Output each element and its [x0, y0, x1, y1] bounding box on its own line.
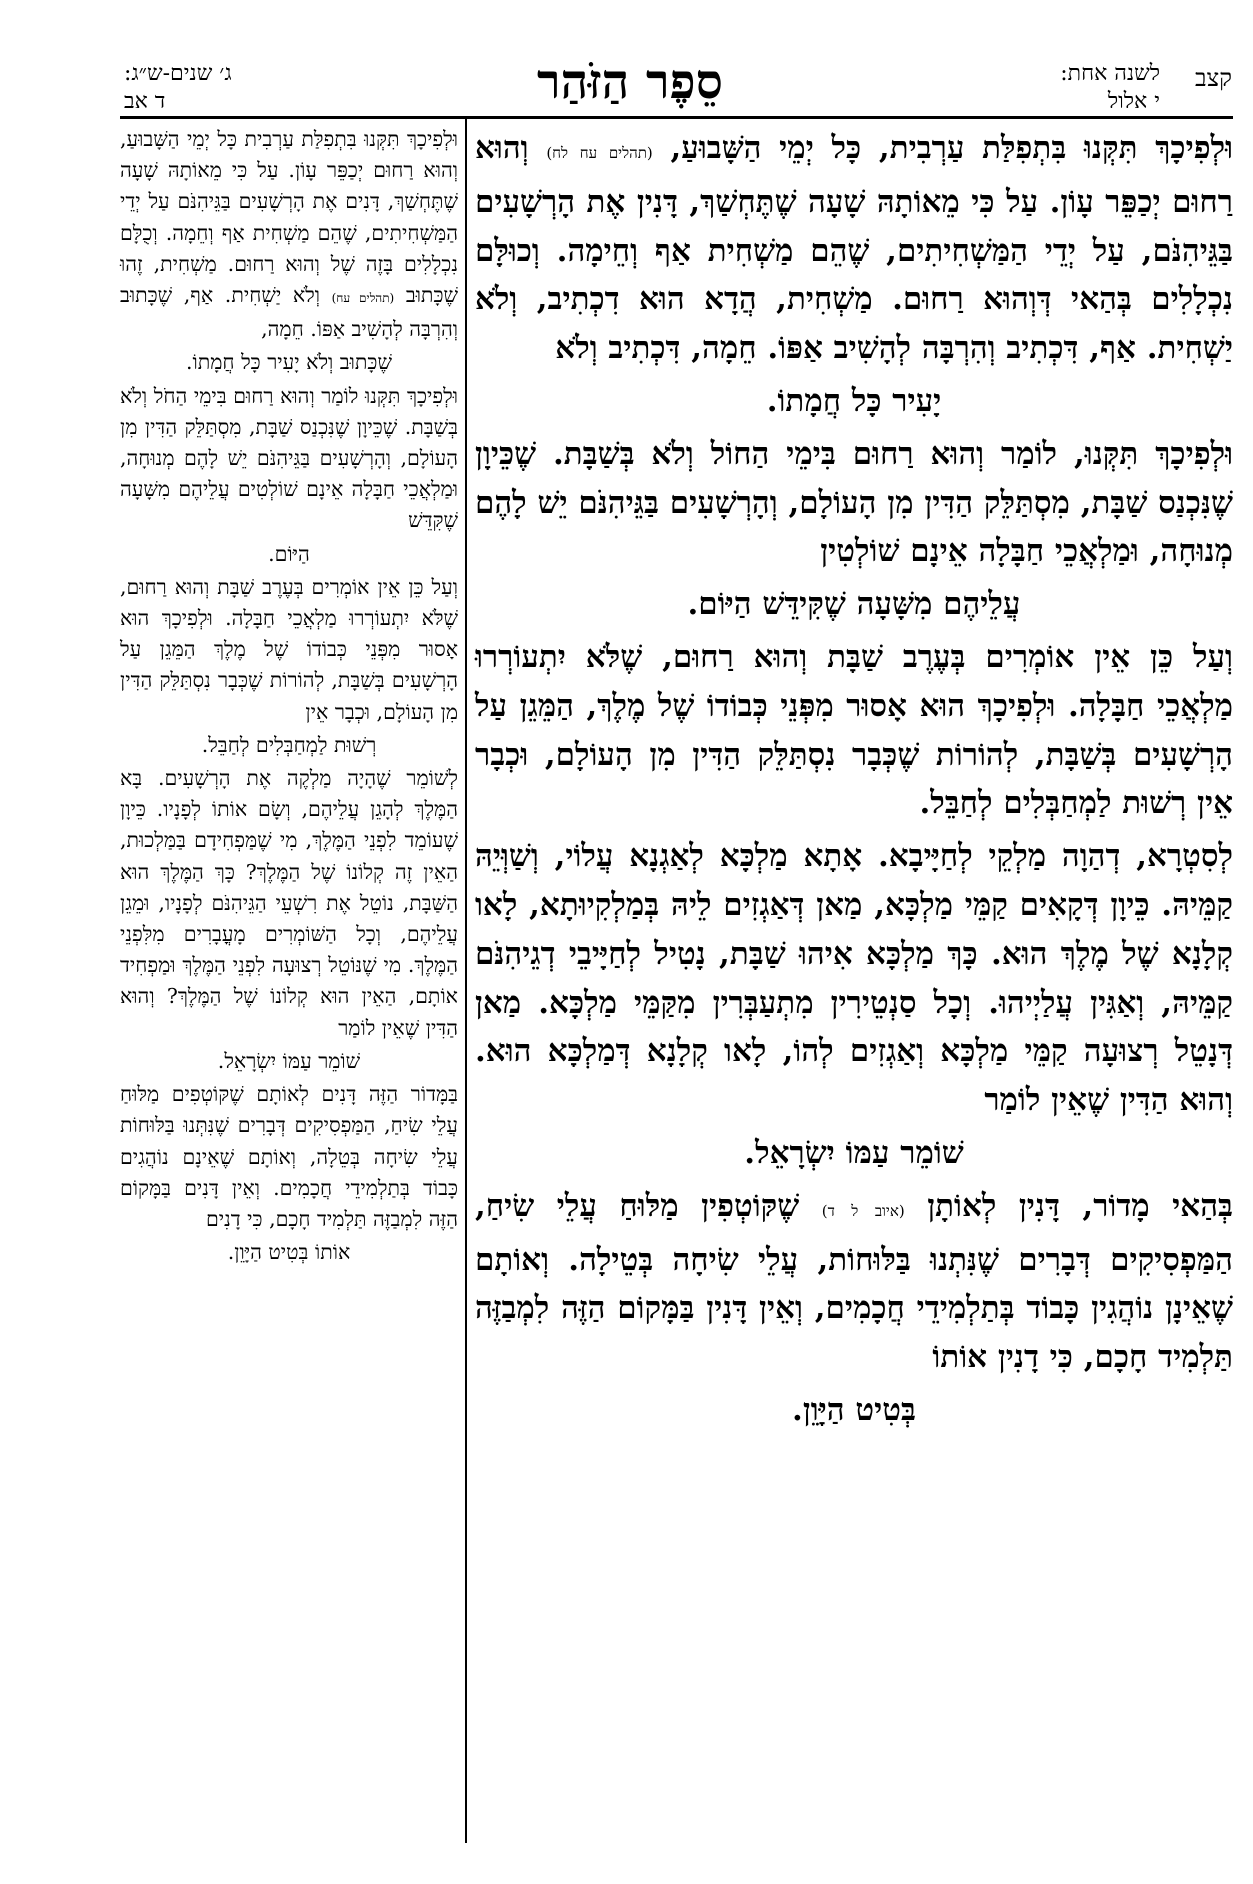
main-paragraph-text: וְעַל כֵּן אֵין אוֹמְרִים בְּעֶרֶב שַׁבָּת וְהוּא רַחוּם, שֶׁלֹּא יִתְעוֹרְרוּ מַלְאֲכֵי חַבָּלָה. וּלְפִיכָךְ הוּא אָסוּר מִפְּנֵי כְּבוֹדוֹ שֶׁל מֶלֶךְ, הַמֵּגֵן עַל הָרְשָׁעִים בְּשַׁבָּת, לְהוֹרוֹת שֶׁכְּבָר נִסְתַּלֵּק הַדִּין מִן הָעוֹלָם, וּכְבָר אֵין רְשׁוּת לַמְחַבְּלִים לְחַבֵּל.: [475, 638, 1234, 822]
scripture-citation: (איוב ל ד): [821, 1201, 905, 1220]
header-right-line-1: לשנה אחת:: [1060, 61, 1160, 86]
main-paragraph-text: וְהוּא רַחוּם יְכַפֵּר עָוֹן. עַל כִּי מֵאוֹתָהּ שָׁעָה שֶׁתֶּחְשַׁךְ, דָּנִין אֶת הָרְשָׁעִים בַּגֵּיהִנֹּם, עַל יְדֵי הַמַּשְׁחִיתִים, שֶׁהֵם מַשְׁחִית אַף וְחֵימָה. וְכוּלָּם נִכְלָלִים בְּהַאי דְּוְהוּא רַחוּם. מַשְׁחִית, הֲדָא הוּא דִכְתִיב, וְלֹא יַשְׁחִית. אַף, דִּכְתִיב וְהִרְבָּה לְהָשִׁיב אַפּוֹ. חֵמָה, דִּכְתִיב וְלֹא: [475, 130, 1233, 367]
main-paragraph: [475, 633, 1233, 828]
header-right-line-2: י אלול: [1107, 89, 1160, 114]
translation-paragraph-closing-line: שֶׁכָּתוּב וְלֹא יָעִיר כָּל חֲמָתוֹ.: [186, 350, 392, 375]
main-paragraph: [475, 124, 1233, 373]
book-title: סֵפֶר הַזֹּהַר: [537, 54, 723, 110]
main-text-column: [475, 124, 1233, 1439]
translation-paragraph: [120, 381, 458, 537]
translation-paragraph: [120, 763, 458, 1044]
main-paragraph-closing-line: שׁוֹמֵר עַמּוֹ יִשְׂרָאֵל.: [744, 1134, 964, 1171]
main-paragraph-text: וּלְפִיכָךְ תִּקְּנוּ, לוֹמַר וְהוּא רַחוּם בִּימֵי הַחוֹל וְלֹא בְּשַׁבָּת. שֶׁכֵּיוָן שֶׁנִּכְנַס שַׁבָּת, מִסְתַּלֵּק הַדִּין מִן הָעוֹלָם, וְהָרְשָׁעִים בַּגֵּיהִנֹּם יֵשׁ לָהֶם מְנוּחָה, וּמַלְאֲכֵי חַבָּלָה אֵינָם שׁוֹלְטִין: [475, 435, 1233, 570]
scripture-citation: (תהלים עח לח): [546, 144, 653, 162]
translation-paragraph-closing-line: הַיּוֹם.: [268, 541, 310, 566]
translation-paragraph-text: וּלְפִיכָךְ תִּקְּנוּ בִּתְפִלַּת עַרְבִית כָּל יְמֵי הַשָּׁבוּעַ, וְהוּא רַחוּם יְכַפֵּר עָוֹן. עַל כִּי מֵאוֹתָהּ שָׁעָה שֶׁתֶּחְשַׁךְ, דָּנִים אֶת הָרְשָׁעִים בַּגֵּיהִנֹּם עַל יְדֵי הַמַּשְׁחִיתִים, שֶׁהֵם מַשְׁחִית אַף וְחֵמָה. וְכֻלָּם נִכְלָלִים בָּזֶה שֶׁל וְהוּא רַחוּם. מַשְׁחִית, זֶהוּ שֶׁכָּתוּב: [120, 127, 458, 308]
header-rule: [120, 116, 1233, 119]
translation-paragraph-text: בַּמָּדוֹר הַזֶּה דָּנִים לְאוֹתָם שֶׁקּוֹטְפִים מַלּוּחַ עֲלֵי שִׂיחַ, הַמַּפְסִיקִים דְּבָרִים שֶׁנִּתְּנוּ בַּלּוּחוֹת עֲלֵי שִׂיחָה בְּטֵלָה, וְאוֹתָם שֶׁאֵינָם נוֹהֲגִים כָּבוֹד בְּתַלְמִידֵי חֲכָמִים. וְאֵין דָּנִים בַּמָּקוֹם הַזֶּה לִמְבַזֶּה תַּלְמִיד חָכָם, כִּי דָנִים: [120, 1082, 458, 1231]
translation-paragraph-closing-line: שׁוֹמֵר עַמּוֹ יִשְׂרָאֵל.: [217, 1048, 361, 1073]
main-paragraph-text: וּלְפִיכָךְ תִּקְּנוּ בִּתְפִלַּת עַרְבִית, כָּל יְמֵי הַשָּׁבוּעַ,: [670, 130, 1233, 166]
scripture-citation: (תהלים עח): [331, 291, 395, 306]
header-left-reading-schedule: [124, 60, 344, 116]
main-paragraph-closing-line: בְּטִיט הַיָּוֵן.: [792, 1391, 916, 1428]
translation-column: [120, 124, 458, 1270]
translation-paragraph-text: לְשׁוֹמֵר שֶׁהָיָה מַלְקֶה אֶת הָרְשָׁעִים. בָּא הַמֶּלֶךְ לְהָגֵן עֲלֵיהֶם, וְשָׂם אוֹתוֹ לְפָנָיו. כֵּיוָן שֶׁעוֹמֵד לִפְנֵי הַמֶּלֶךְ, מִי שֶׁמַּפְחִידָם בַּמַּלְכוּת, הַאֵין זֶה קְלוֹנוֹ שֶׁל הַמֶּלֶךְ? כָּךְ הַמֶּלֶךְ הוּא הַשַּׁבָּת, נוֹטֵל אֶת רִשְׁעֵי הַגֵּיהִנֹּם לְפָנָיו, וּמֵגֵן עֲלֵיהֶם, וְכָל הַשּׁוֹמְרִים מָעֳבָרִים מִלִּפְנֵי הַמֶּלֶךְ. מִי שֶׁנּוֹטֵל רְצוּעָה לִפְנֵי הַמֶּלֶךְ וּמַפְחִיד אוֹתָם, הַאֵין הוּא קְלוֹנוֹ שֶׁל הַמֶּלֶךְ? וְהוּא הַדִּין שֶׁאֵין לוֹמַר: [120, 766, 458, 1040]
page-number: קצב: [1195, 64, 1232, 92]
main-paragraph-text: בְּהַאי מָדוֹר, דָּנִין לְאוֹתָן: [927, 1187, 1233, 1224]
header-right-reading-schedule: [960, 60, 1160, 116]
translation-paragraph-text: וּלְפִיכָךְ תִּקְּנוּ לוֹמַר וְהוּא רַחוּם בִּימֵי הַחֹל וְלֹא בְּשַׁבָּת. שֶׁכֵּיוָן שֶׁנִּכְנַס שַׁבָּת, מִסְתַּלֵּק הַדִּין מִן הָעוֹלָם, וְהָרְשָׁעִים בַּגֵּיהִנֹּם יֵשׁ לָהֶם מְנוּחָה, וּמַלְאֲכֵי חַבָּלָה אֵינָם שׁוֹלְטִים עֲלֵיהֶם מִשָּׁעָה שֶׁקִּדֵּשׁ: [120, 383, 458, 533]
column-divider: [465, 118, 467, 1843]
main-paragraph: [475, 1182, 1233, 1382]
main-paragraph-closing-line: עֲלֵיהֶם מִשָּׁעָה שֶׁקִּידֵּשׁ הַיּוֹם.: [687, 586, 1021, 623]
translation-paragraph: [120, 572, 458, 728]
translation-paragraph: [120, 1079, 458, 1235]
translation-paragraph: [120, 124, 458, 345]
main-paragraph-closing-line: יָעִיר כָּל חֲמָתוֹ.: [766, 382, 942, 419]
main-paragraph: [475, 430, 1233, 576]
translation-paragraph-closing-line: אוֹתוֹ בְּטִיט הַיָּוֵן.: [227, 1240, 351, 1265]
translation-paragraph-text: וְעַל כֵּן אֵין אוֹמְרִים בְּעֶרֶב שַׁבָּת וְהוּא רַחוּם, שֶׁלֹּא יִתְעוֹרְרוּ מַלְאֲכֵי חַבָּלָה. וּלְפִיכָךְ הוּא אָסוּר מִפְּנֵי כְּבוֹדוֹ שֶׁל מֶלֶךְ הַמֵּגֵן עַל הָרְשָׁעִים בְּשַׁבָּת, לְהוֹרוֹת שֶׁכְּבָר נִסְתַּלֵּק הַדִּין מִן הָעוֹלָם, וּכְבָר אֵין: [120, 574, 458, 724]
header-left-line-2: ד אב: [124, 89, 166, 114]
page-header: [0, 0, 1253, 118]
header-left-line-1: ג׳ שנים-ש״ג:: [124, 61, 232, 86]
main-paragraph: [475, 832, 1233, 1125]
translation-paragraph-text: וְלֹא יַשְׁחִית. אַף, שֶׁכָּתוּב וְהִרְבָּה לְהָשִׁיב אַפּוֹ. חֵמָה,: [120, 283, 458, 342]
main-paragraph-text: שֶׁקּוֹטְפִין מַלּוּחַ עֲלֵי שִׂיחַ, הַמַּפְסִיקִים דְּבָרִים שֶׁנִּתְנוּ בַּלּוּחוֹת, עֲלֵי שִׂיחָה בְּטֵילָה. וְאוֹתָם שֶׁאֵינָן נוֹהֲגִין כָּבוֹד בְּתַלְמִידֵי חֲכָמִים, וְאֵין דָּנִין בַּמָּקוֹם הַזֶּה לִמְבַזֶּה תַּלְמִיד חָכָם, כִּי דָנִין אוֹתוֹ: [475, 1187, 1233, 1376]
translation-paragraph-closing-line: רְשׁוּת לַמְחַבְּלִים לְחַבֵּל.: [201, 732, 377, 757]
main-paragraph-text: לְסִטְרָא, דְהַוָה מַלְקֵי לְחַיָּיבָא. אָתָא מַלְכָּא לְאַגְנָא עֲלוֹי, וְשַׁוְּיֵהּ קַמֵּיהּ. כֵּיוָן דְּקָאִים קַמֵּי מַלְכָּא, מַאן דְּאַגְזִים לֵיהּ בְּמַלְקִיוּתָא, לָאו קְלָנָא שֶׁל מֶלֶךְ הוּא. כָּךְ מַלְכָּא אִיהוּ שַׁבָּת, נָטִיל לְחַיָּיבֵי דְגֵיהִנֹּם קַמֵּיהּ, וְאַגִּין עֲלַיְיהוּ. וְכָל סַנְטֵירִין מִתְעַבְּרִין מִקַּמֵּי מַלְכָּא. מַאן דְּנָטֵל רְצוּעָה קַמֵּי מַלְכָּא וְאַגְזִים לְהוֹ, לָאו קְלָנָא דְּמַלְכָּא הוּא. וְהוּא הַדִּין שֶׁאֵין לוֹמַר: [475, 838, 1233, 1119]
